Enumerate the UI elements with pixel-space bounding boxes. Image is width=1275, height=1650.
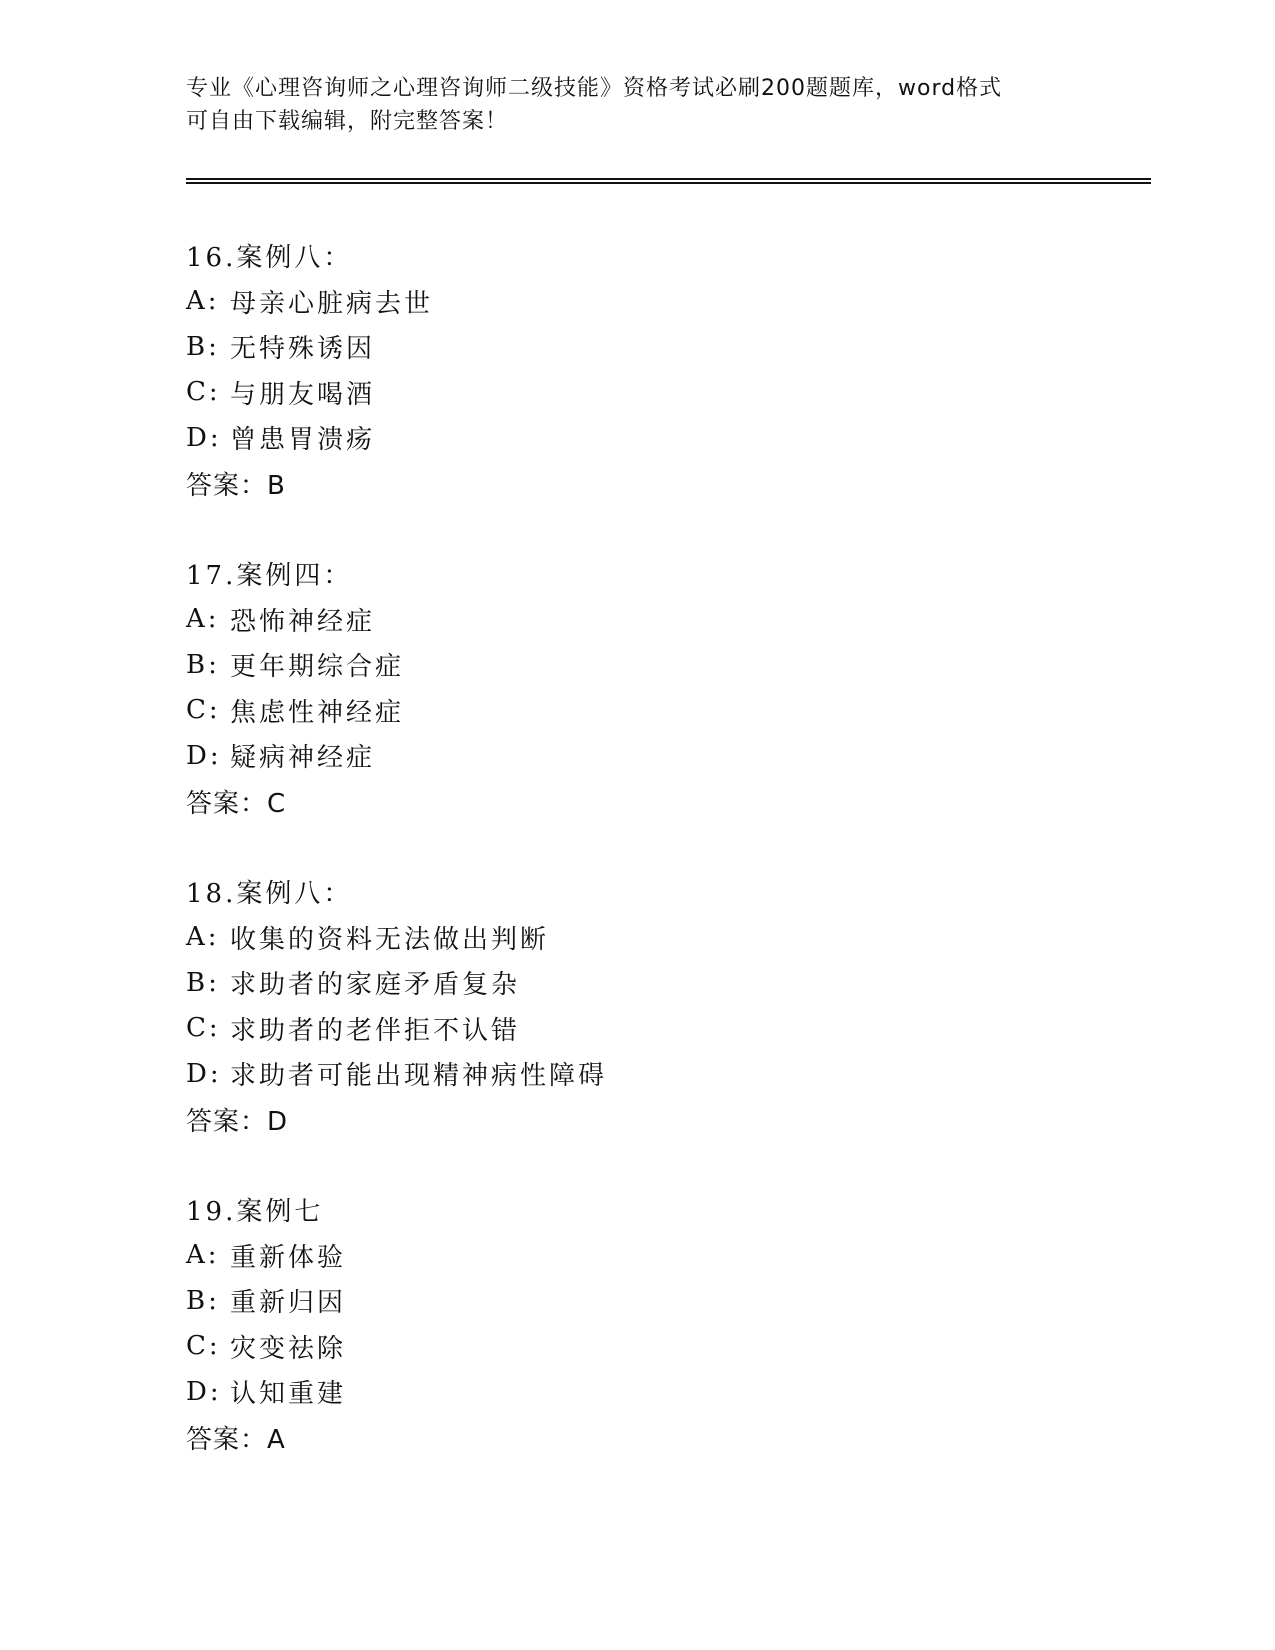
option-c <box>186 688 1146 734</box>
option-d <box>186 733 1146 779</box>
option-c <box>186 370 1146 416</box>
header-divider <box>186 178 1151 184</box>
option-text: 求助者的老伴拒不认错 <box>230 1015 521 1046</box>
header-line-2: 可自由下载编辑，附完整答案！ <box>186 109 509 134</box>
option-b <box>186 960 1146 1006</box>
option-text: 收集的资料无法做出判断 <box>230 924 550 955</box>
option-text: 无特殊诱因 <box>230 334 376 365</box>
question-title: 17.案例四： <box>186 561 353 592</box>
option-text: 恐怖神经症 <box>230 606 376 637</box>
option-c <box>186 1006 1146 1052</box>
question-title: 19.案例七 <box>186 1197 324 1228</box>
option-text: 曾患胃溃疡 <box>230 425 376 456</box>
question-17 <box>186 551 1146 824</box>
option-d <box>186 415 1146 461</box>
option-text: 求助者的家庭矛盾复杂 <box>230 970 521 1001</box>
option-letter: A: <box>186 922 220 953</box>
option-letter: C: <box>186 377 221 408</box>
option-letter: D: <box>186 1058 222 1089</box>
option-text: 灾变祛除 <box>230 1333 347 1364</box>
option-text: 母亲心脏病去世 <box>230 288 434 319</box>
option-letter: B: <box>186 1285 220 1316</box>
question-19 <box>186 1187 1146 1460</box>
option-d <box>186 1051 1146 1097</box>
option-letter: A: <box>186 286 220 317</box>
question-title: 16.案例八： <box>186 243 353 274</box>
option-text: 焦虑性神经症 <box>230 697 405 728</box>
option-a <box>186 279 1146 325</box>
answer-line: 答案：C <box>186 788 287 819</box>
option-letter: D: <box>186 1376 222 1407</box>
option-text: 求助者可能出现精神病性障碍 <box>230 1061 608 1092</box>
option-a <box>186 1233 1146 1279</box>
option-b <box>186 1278 1146 1324</box>
option-letter: D: <box>186 740 222 771</box>
question-16 <box>186 233 1146 506</box>
option-text: 更年期综合症 <box>230 652 405 683</box>
option-letter: C: <box>186 1013 221 1044</box>
option-letter: B: <box>186 331 220 362</box>
question-title: 18.案例八： <box>186 879 353 910</box>
option-a <box>186 915 1146 961</box>
option-letter: B: <box>186 649 220 680</box>
option-a <box>186 597 1146 643</box>
document-header <box>186 72 1066 138</box>
answer-line: 答案：B <box>186 470 286 501</box>
option-letter: C: <box>186 695 221 726</box>
option-letter: A: <box>186 1240 220 1271</box>
option-text: 认知重建 <box>230 1379 347 1410</box>
option-text: 与朋友喝酒 <box>230 379 376 410</box>
option-b <box>186 324 1146 370</box>
question-list <box>186 233 1146 1505</box>
option-letter: B: <box>186 967 220 998</box>
option-b <box>186 642 1146 688</box>
option-letter: A: <box>186 604 220 635</box>
answer-line: 答案：A <box>186 1424 286 1455</box>
option-c <box>186 1324 1146 1370</box>
option-letter: C: <box>186 1331 221 1362</box>
header-line-1: 专业《心理咨询师之心理咨询师二级技能》资格考试必刷200题题库，word格式 <box>186 76 1003 101</box>
question-18 <box>186 869 1146 1142</box>
option-text: 疑病神经症 <box>230 743 376 774</box>
option-text: 重新体验 <box>230 1242 347 1273</box>
option-letter: D: <box>186 422 222 453</box>
answer-line: 答案：D <box>186 1106 289 1137</box>
option-d <box>186 1369 1146 1415</box>
option-text: 重新归因 <box>230 1288 347 1319</box>
